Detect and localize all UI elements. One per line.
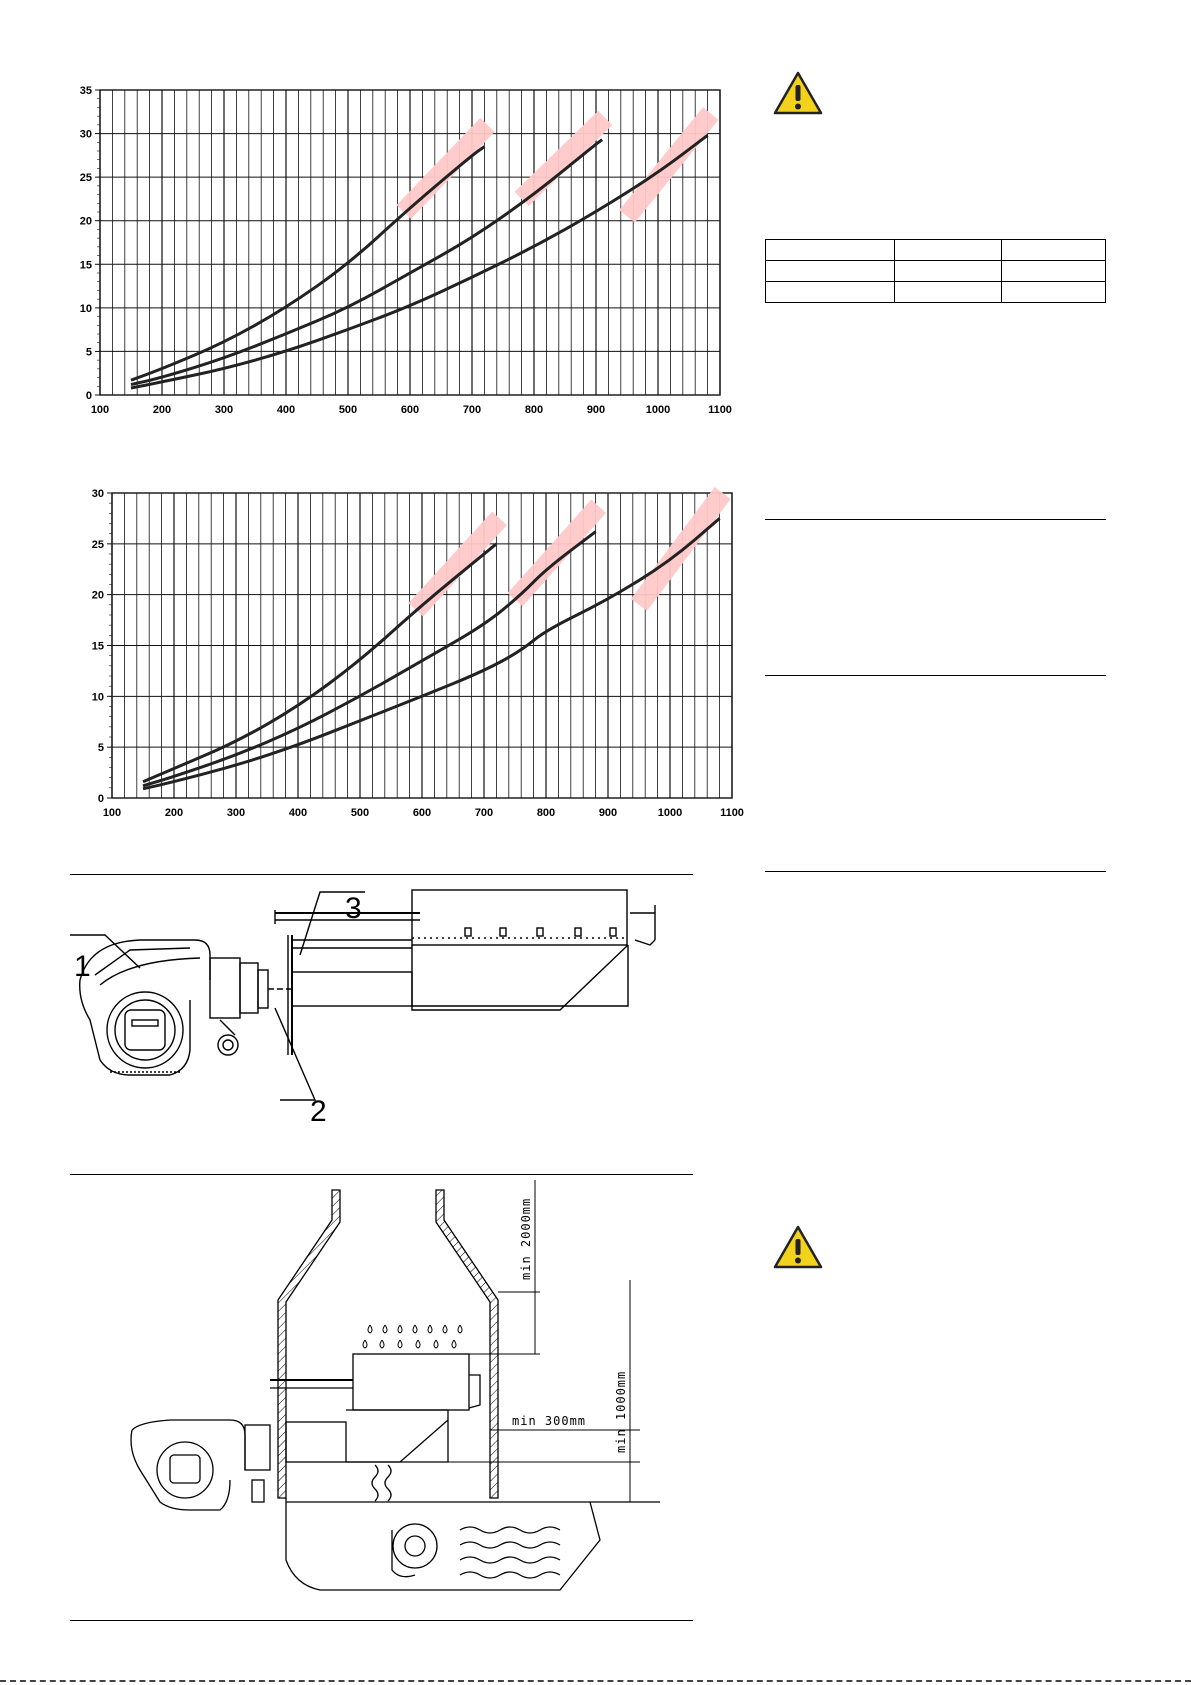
x-tick-label: 700 — [462, 404, 482, 416]
callout-1: 1 — [74, 950, 91, 983]
x-tick-label: 600 — [400, 404, 420, 416]
table-row — [766, 282, 1106, 303]
figure-2 — [70, 1180, 700, 1620]
data-table — [765, 239, 1106, 303]
dimension-min-300mm: min 300mm — [512, 1414, 587, 1428]
page-footer-rule — [0, 1680, 1191, 1682]
y-tick-label: 30 — [79, 128, 92, 141]
y-tick-label: 10 — [91, 691, 104, 704]
chart-1 — [55, 80, 735, 420]
y-tick-label: 20 — [91, 589, 104, 602]
chart-2 — [67, 483, 747, 823]
range-highlight-band — [404, 125, 488, 212]
x-tick-label: 200 — [152, 404, 172, 416]
range-highlight-band — [515, 506, 599, 600]
callout-2: 2 — [310, 1095, 327, 1128]
warning-icon — [772, 70, 824, 121]
table-row — [766, 261, 1106, 282]
clearance-drawing — [70, 1180, 700, 1620]
x-tick-label: 900 — [598, 807, 618, 819]
x-tick-label: 300 — [226, 807, 246, 819]
x-tick-label: 400 — [288, 807, 308, 819]
warning-icon — [772, 1224, 824, 1275]
table-row — [766, 240, 1106, 261]
dimension-min-1000mm: min 1000mm — [614, 1370, 628, 1453]
y-tick-label: 5 — [85, 346, 92, 359]
callout-3: 3 — [345, 892, 362, 925]
y-tick-label: 10 — [79, 302, 92, 315]
y-tick-label: 30 — [91, 488, 104, 500]
x-tick-label: 1100 — [708, 404, 732, 416]
x-tick-label: 1100 — [720, 807, 744, 819]
dimension-min-2000mm: min 2000mm — [519, 1197, 533, 1280]
x-tick-label: 600 — [412, 807, 432, 819]
x-tick-label: 300 — [214, 404, 234, 416]
figure-2-bottom-rule — [70, 1620, 693, 1621]
y-tick-label: 35 — [79, 85, 92, 97]
x-tick-label: 200 — [164, 807, 184, 819]
range-highlight-band — [639, 493, 723, 605]
y-tick-label: 25 — [79, 172, 92, 185]
y-tick-label: 15 — [91, 640, 104, 653]
y-tick-label: 20 — [79, 215, 92, 228]
x-tick-label: 800 — [536, 807, 556, 819]
divider — [765, 871, 1106, 872]
x-tick-label: 1000 — [657, 807, 683, 819]
range-highlight-band — [416, 518, 500, 610]
y-tick-label: 25 — [91, 538, 104, 551]
figure-1-bottom-rule — [70, 1174, 693, 1175]
y-tick-label: 5 — [97, 742, 104, 755]
divider — [765, 675, 1106, 676]
chart-2-svg — [67, 483, 747, 823]
x-tick-label: 800 — [524, 404, 544, 416]
x-tick-label: 700 — [474, 807, 494, 819]
x-tick-label: 100 — [102, 807, 122, 819]
y-tick-label: 15 — [79, 259, 92, 272]
x-tick-label: 1000 — [645, 404, 671, 416]
y-tick-label: 0 — [85, 390, 92, 402]
x-tick-label: 500 — [338, 404, 358, 416]
x-tick-label: 400 — [276, 404, 296, 416]
burner-installation-drawing — [70, 880, 700, 1170]
chart-1-svg — [55, 80, 735, 420]
figure-1-top-rule — [70, 874, 693, 875]
divider — [765, 519, 1106, 520]
x-tick-label: 500 — [350, 807, 370, 819]
figure-1 — [70, 880, 700, 1170]
x-tick-label: 100 — [90, 404, 110, 416]
x-tick-label: 900 — [586, 404, 606, 416]
y-tick-label: 0 — [97, 793, 104, 805]
